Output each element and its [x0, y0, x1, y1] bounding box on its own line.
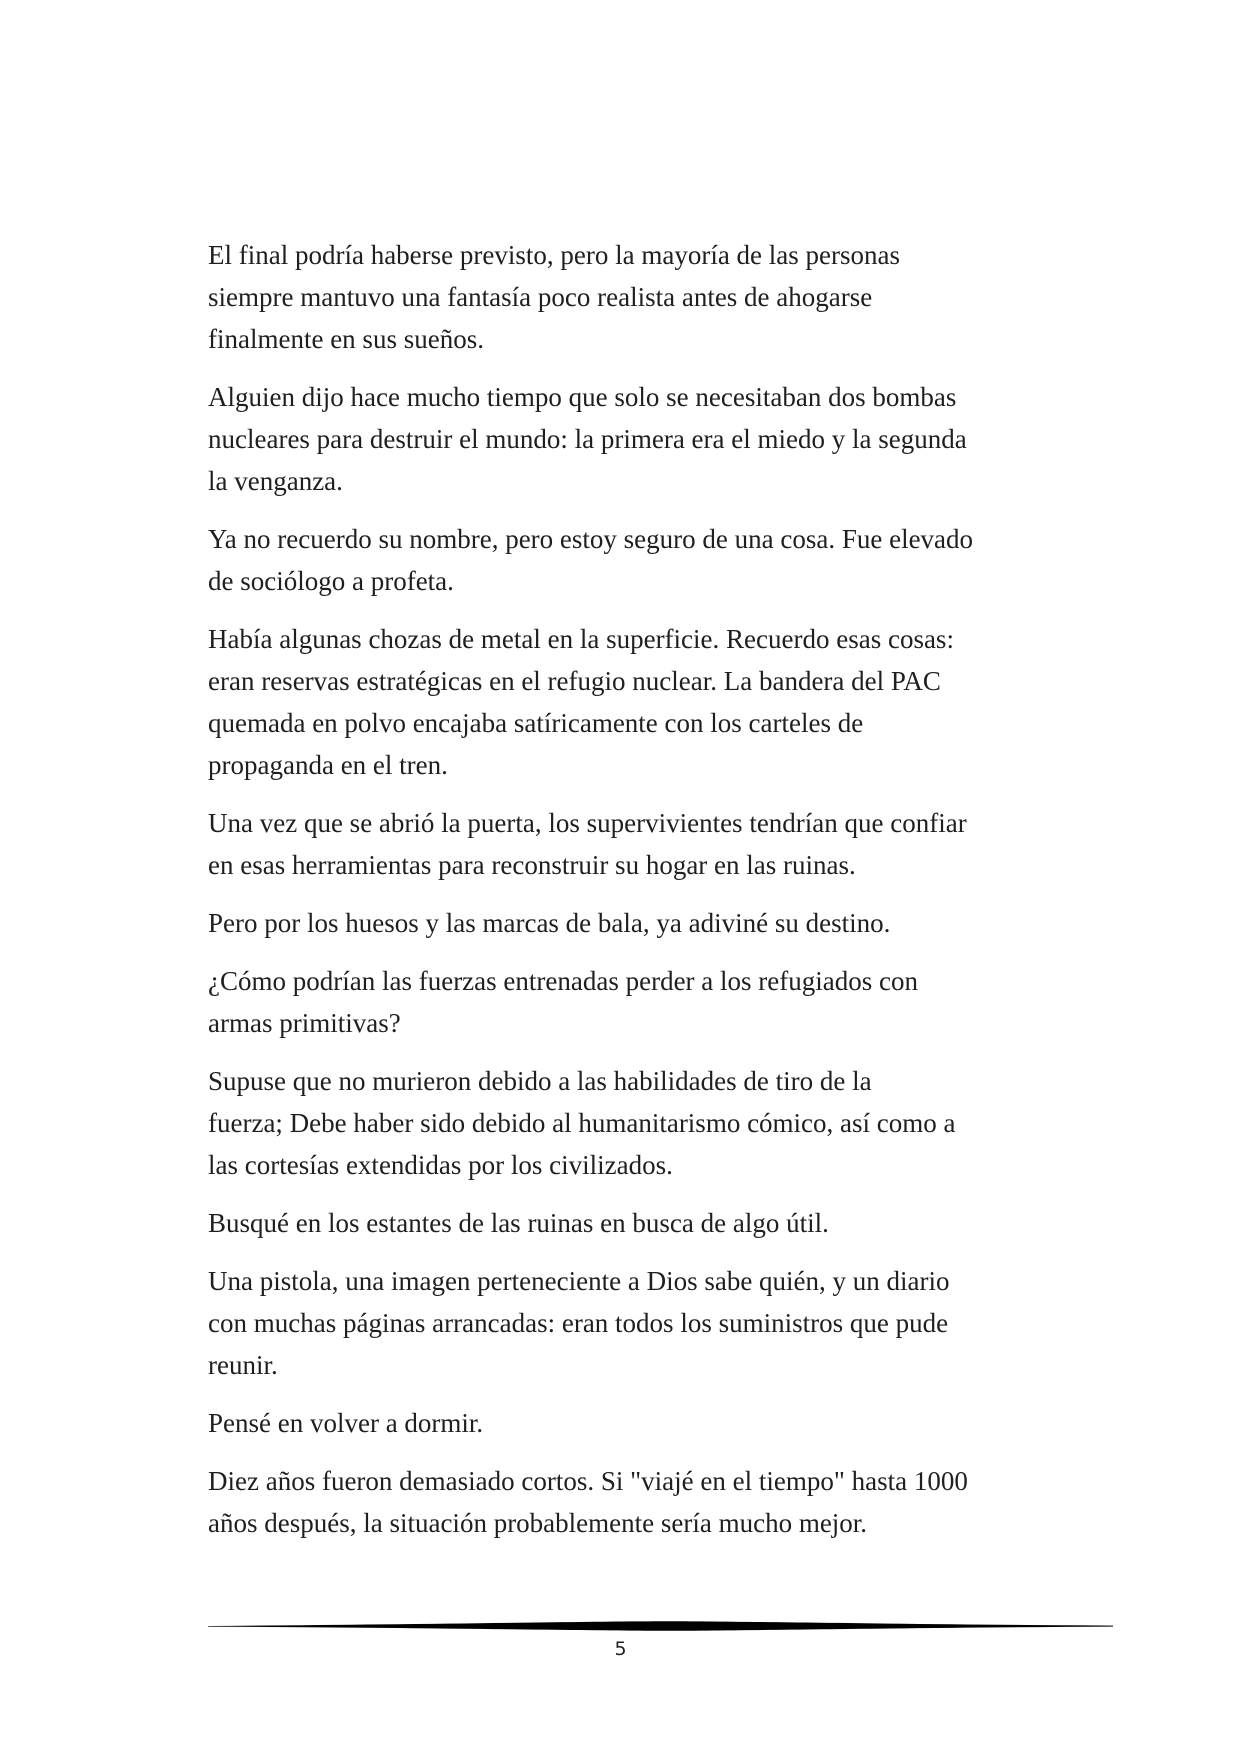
paragraph: Diez años fueron demasiado cortos. Si "viajé en el tiempo" hasta 1000 años después, la situación probablemente sería mucho mejor.: [208, 1466, 968, 1538]
paragraph: Busqué en los estantes de las ruinas en busca de algo útil.: [208, 1208, 829, 1238]
paragraph: ¿Cómo podrían las fuerzas entrenadas perder a los refugiados con armas primitivas?: [208, 966, 918, 1038]
paragraph: Una vez que se abrió la puerta, los supervivientes tendrían que confiar en esas herramientas para reconstruir su hogar en las ruinas.: [208, 808, 967, 880]
page-number: 5: [614, 1638, 627, 1660]
paragraph: Ya no recuerdo su nombre, pero estoy seguro de una cosa. Fue elevado de sociólogo a profeta.: [208, 524, 974, 596]
page-body: [208, 234, 1088, 1560]
paragraph: Había algunas chozas de metal en la superficie. Recuerdo esas cosas: eran reservas estratégicas en el refugio nuclear. La bandera del PAC quemada en polvo encajaba satíricamente con los carteles de propaganda en el tren.: [208, 624, 954, 780]
paragraph: Supuse que no murieron debido a las habilidades de tiro de la fuerza; Debe haber sido debido al humanitarismo cómico, así como a las cortesías extendidas por los civilizados.: [208, 1066, 956, 1180]
paragraph: Una pistola, una imagen perteneciente a Dios sabe quién, y un diario con muchas páginas arrancadas: eran todos los suministros que pude reunir.: [208, 1266, 950, 1380]
paragraph: Alguien dijo hace mucho tiempo que solo se necesitaban dos bombas nucleares para destruir el mundo: la primera era el miedo y la segunda la venganza.: [208, 382, 967, 496]
paragraph: El final podría haberse previsto, pero la mayoría de las personas siempre mantuvo una fantasía poco realista antes de ahogarse finalmente en sus sueños.: [208, 240, 901, 354]
paragraph: Pero por los huesos y las marcas de bala, ya adiviné su destino.: [208, 908, 891, 938]
paragraph: Pensé en volver a dormir.: [208, 1408, 484, 1438]
footer-divider: [208, 1620, 1113, 1632]
